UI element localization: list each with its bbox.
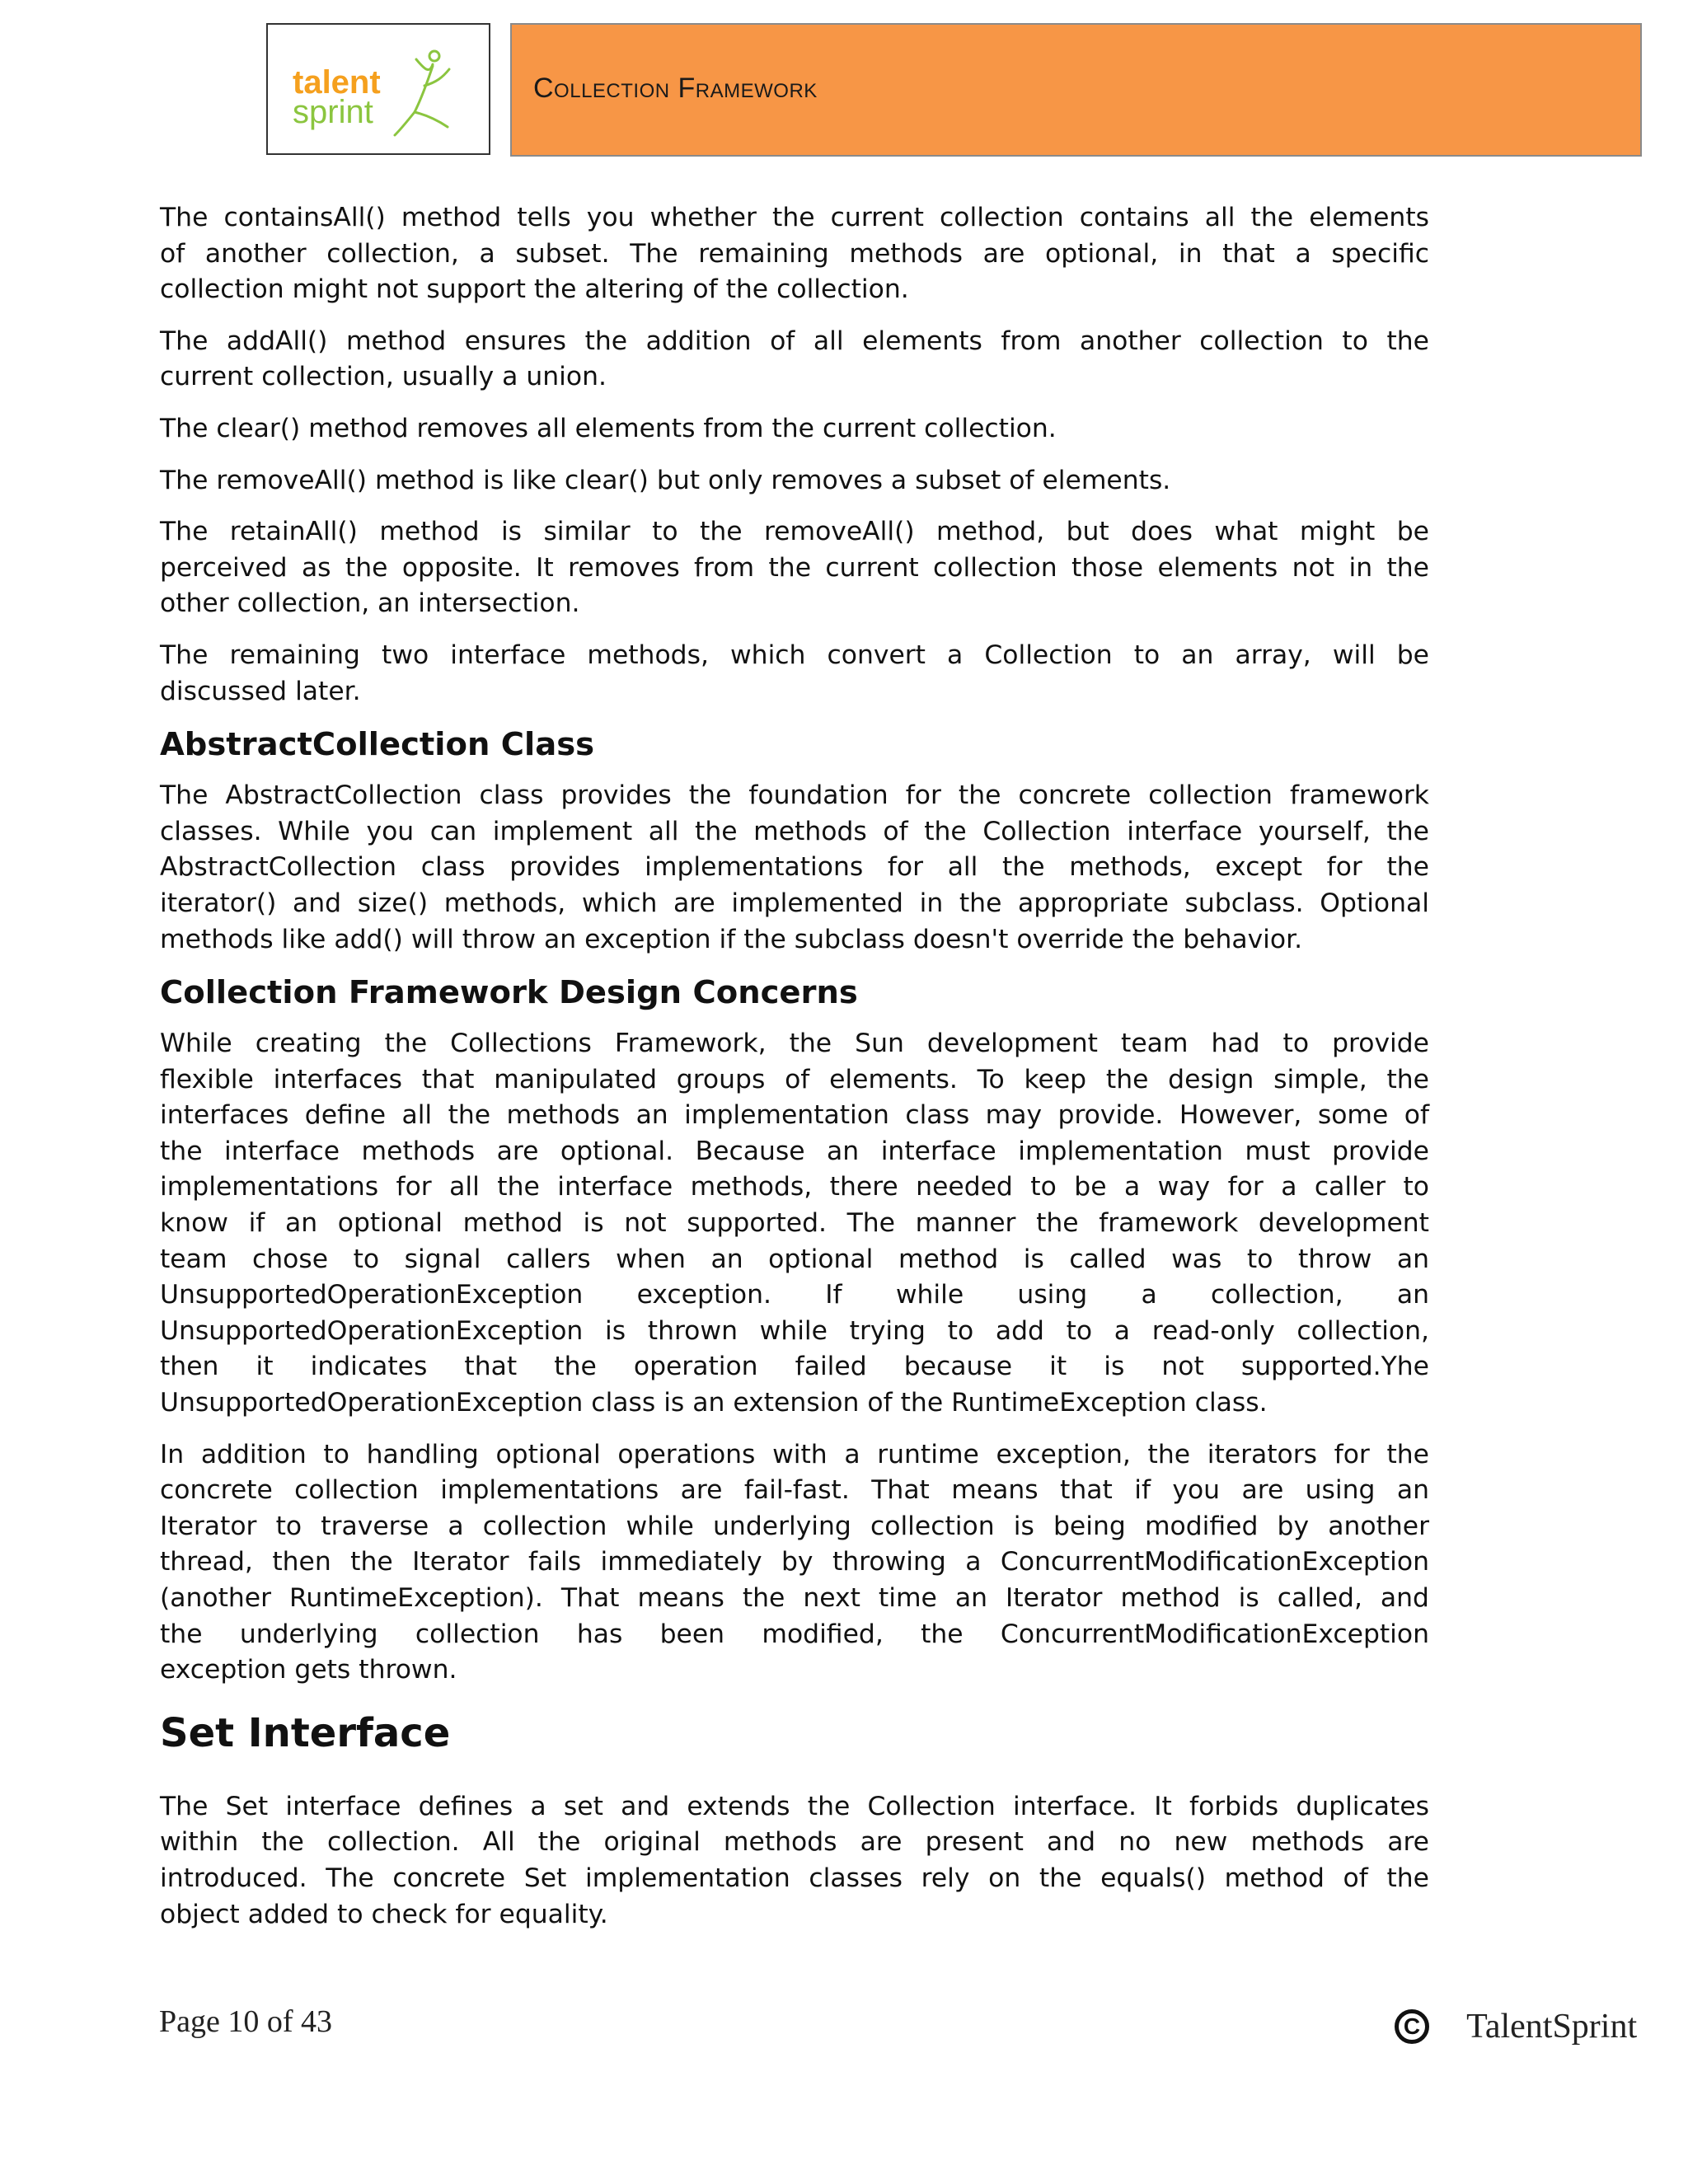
paragraph — [160, 463, 1429, 499]
text-line: the interface methods are optional. Because an interface implementation must provide — [160, 1136, 1429, 1166]
text-line: the underlying collection has been modified, the ConcurrentModificationException — [160, 1619, 1429, 1649]
text-line: flexible interfaces that manipulated groups of elements. To keep the design simple, the — [160, 1064, 1429, 1094]
paragraph — [160, 1026, 1429, 1422]
text-line: then it indicates that the operation failed because it is not supported.Yhe — [160, 1352, 1429, 1382]
text-line: (another RuntimeException). That means the next time an Iterator method is called, and — [160, 1583, 1429, 1613]
text-line: The clear() method removes all elements from the current collection. — [160, 413, 1057, 443]
logo-text-sprint: sprint — [293, 94, 373, 130]
text-line: classes. While you can implement all the methods of the Collection interface yourself, the — [160, 816, 1429, 846]
logo-wordmark — [293, 64, 381, 130]
logo-text-talent: talent — [293, 64, 381, 101]
text-line: object added to check for equality. — [160, 1899, 608, 1929]
paragraph — [160, 514, 1429, 622]
text-line: The removeAll() method is like clear() but only removes a subset of elements. — [160, 465, 1171, 495]
text-line: introduced. The concrete Set implementation classes rely on the equals() method of the — [160, 1863, 1429, 1893]
text-line: The containsAll() method tells you whether the current collection contains all the elements — [160, 203, 1429, 232]
paragraph — [160, 638, 1429, 710]
paragraph — [160, 1789, 1429, 1933]
runner-figure-icon — [392, 45, 457, 142]
text-line: concrete collection implementations are fail-fast. That means that if you are using an — [160, 1475, 1429, 1506]
text-line: AbstractCollection class provides implementations for all the methods, except for the — [160, 852, 1429, 883]
text-line: know if an optional method is not supported. The manner the framework development — [160, 1208, 1429, 1239]
text-line: interfaces define all the methods an implementation class may provide. However, some of — [160, 1100, 1429, 1131]
paragraph — [160, 1437, 1429, 1689]
text-line: perceived as the opposite. It removes from the current collection those elements not in the — [160, 552, 1429, 583]
text-line: methods like add() will throw an exception if the subclass doesn't override the behavior. — [160, 924, 1303, 954]
paragraph — [160, 411, 1429, 448]
text-line: Iterator to traverse a collection while underlying collection is being modified by another — [160, 1511, 1429, 1541]
text-line: implementations for all the interface methods, there needed to be a way for a caller to — [160, 1172, 1429, 1202]
text-line: The addAll() method ensures the addition of all elements from another collection to the — [160, 326, 1429, 356]
text-line: collection might not support the altering of the collection. — [160, 274, 909, 305]
logo — [266, 23, 490, 155]
text-line: UnsupportedOperationException is thrown while trying to add to a read-only collection, — [160, 1315, 1429, 1346]
text-line: iterator() and size() methods, which are implemented in the appropriate subclass. Optional — [160, 888, 1429, 918]
header-bar — [510, 23, 1642, 157]
section-heading-set-interface: Set Interface — [160, 1709, 451, 1756]
section-heading-abstract-collection: AbstractCollection Class — [160, 726, 595, 764]
paragraph — [160, 324, 1429, 396]
text-line: While creating the Collections Framework, the Sun development team had to provide — [160, 1029, 1429, 1059]
text-line: UnsupportedOperationException class is an extension of the RuntimeException class. — [160, 1388, 1268, 1418]
text-line: The AbstractCollection class provides the foundation for the concrete collection framework — [160, 780, 1429, 811]
page-number: Page 10 of 43 — [159, 2004, 333, 2039]
text-line: team chose to signal callers when an optional method is called was to throw an — [160, 1244, 1429, 1274]
text-line: The retainAll() method is similar to the removeAll() method, but does what might be — [160, 517, 1429, 547]
text-line: The Set interface defines a set and extends the Collection interface. It forbids duplicates — [160, 1791, 1429, 1821]
text-line: other collection, an intersection. — [160, 588, 580, 619]
text-line: current collection, usually a union. — [160, 362, 607, 392]
text-line: within the collection. All the original methods are present and no new methods are — [160, 1827, 1429, 1858]
text-line: The remaining two interface methods, which convert a Collection to an array, will be — [160, 640, 1429, 670]
paragraph — [160, 200, 1429, 308]
copyright-icon: C — [1395, 2009, 1429, 2044]
text-line: UnsupportedOperationException exception. If while using a collection, an — [160, 1280, 1429, 1310]
text-line: discussed later. — [160, 676, 361, 706]
text-line: In addition to handling optional operations with a runtime exception, the iterators for the — [160, 1439, 1429, 1469]
text-line: of another collection, a subset. The remaining methods are optional, in that a specific — [160, 238, 1429, 269]
section-heading-design-concerns: Collection Framework Design Concerns — [160, 974, 858, 1012]
text-line: thread, then the Iterator fails immediately by throwing a ConcurrentModificationException — [160, 1547, 1429, 1577]
footer-copyright — [1395, 2007, 1637, 2056]
document-body — [160, 200, 1429, 1948]
text-line: exception gets thrown. — [160, 1655, 457, 1685]
header-title: Collection Framework — [533, 73, 818, 104]
paragraph — [160, 778, 1429, 958]
footer-brand: TalentSprint — [1466, 2008, 1638, 2046]
